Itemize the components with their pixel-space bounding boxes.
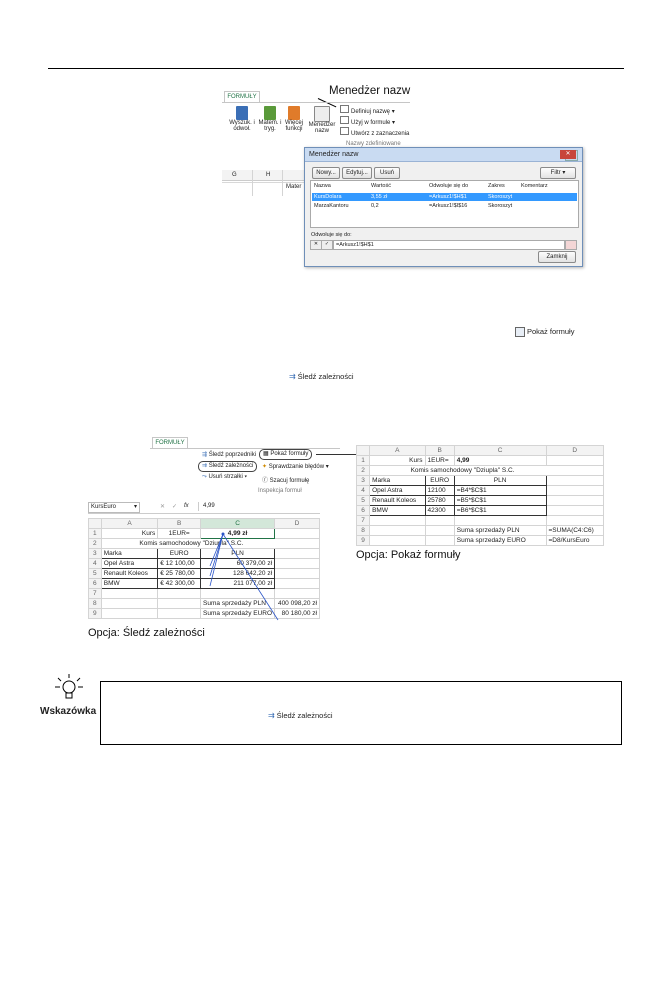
ribbon-inspection xyxy=(150,437,340,497)
row-header[interactable]: 1 xyxy=(357,456,370,466)
tip-trace-dependents-inline xyxy=(268,711,333,720)
cell[interactable]: 211 077,00 zł xyxy=(201,579,275,589)
row-header[interactable]: 7 xyxy=(89,589,102,599)
cell[interactable]: Suma sprzedaży EURO xyxy=(454,536,546,546)
show-formulas-button[interactable] xyxy=(259,449,312,460)
show-formulas-icon xyxy=(515,327,525,337)
trace-arrows xyxy=(88,518,320,628)
tab-formulas[interactable]: FORMUŁY xyxy=(224,91,260,103)
delete-button[interactable]: Usuń xyxy=(374,167,400,179)
row-header[interactable]: 5 xyxy=(89,569,102,579)
new-button[interactable]: Nowy... xyxy=(312,167,340,179)
col-header[interactable]: B xyxy=(425,446,454,456)
cell[interactable]: Suma sprzedaży PLN xyxy=(454,526,546,536)
cell[interactable]: PLN xyxy=(201,549,275,559)
ribbon-divider xyxy=(150,448,340,449)
theta-icon xyxy=(264,106,276,120)
evaluate-formula-button[interactable] xyxy=(262,475,309,484)
math-button[interactable] xyxy=(256,106,284,132)
close-x-button[interactable]: ✕ xyxy=(560,150,576,159)
trace-precedents-button[interactable] xyxy=(202,451,256,458)
trace-arrow xyxy=(223,534,278,620)
ribbon-divider xyxy=(222,102,410,103)
cell[interactable]: 42300 xyxy=(425,506,454,516)
use-in-formula-icon xyxy=(340,116,349,124)
row-header[interactable]: 3 xyxy=(357,476,370,486)
row-header[interactable]: 2 xyxy=(89,539,102,549)
math-label-2: tryg. xyxy=(264,126,276,132)
lookup-label: Wyszuk. i xyxy=(229,120,255,126)
more-functions-label: Więcej xyxy=(284,120,303,126)
trace-dependents-inline xyxy=(289,372,354,381)
edit-button[interactable]: Edytuj... xyxy=(342,167,372,179)
name-manager-button[interactable] xyxy=(308,106,336,134)
cell[interactable]: Opel Astra xyxy=(370,486,425,496)
trace-precedents-label: Śledź poprzedniki xyxy=(208,452,257,458)
cell-title[interactable]: Komis samochodowy "Dziupla" S.C. xyxy=(370,466,604,476)
col-refers-to: Odwołuje się do xyxy=(429,183,469,189)
cell[interactable]: 25780 xyxy=(425,496,454,506)
row-header[interactable]: 2 xyxy=(357,466,370,476)
spacer xyxy=(582,149,583,150)
list-item[interactable] xyxy=(312,193,577,201)
cell[interactable]: 1EUR= xyxy=(158,529,201,539)
remove-arrows-label: Usuń strzałki xyxy=(208,474,243,480)
filter-button[interactable]: Filtr ▾ xyxy=(540,167,576,179)
group-label: Nazwy zdefiniowane xyxy=(346,141,401,147)
cell[interactable] xyxy=(546,506,604,516)
show-formulas-text: Pokaż formuły xyxy=(526,327,575,336)
cell[interactable]: 12100 xyxy=(425,486,454,496)
cell[interactable]: Marka xyxy=(370,476,425,486)
tip-trace-dependents-text: Śledź zależności xyxy=(276,711,333,720)
cell[interactable]: BMW xyxy=(101,579,158,589)
name-manager-label: Menedżer xyxy=(308,122,336,128)
cell[interactable] xyxy=(425,526,454,536)
name-manager-icon xyxy=(314,106,330,122)
cell[interactable]: Renault Koleos xyxy=(370,496,425,506)
show-formulas-icon: ▦ xyxy=(263,451,271,457)
cell[interactable]: =D8/KursEuro xyxy=(546,536,604,546)
menu-define-name[interactable]: Definiuj nazwę ▾ xyxy=(340,105,410,116)
math-label: Matem. i xyxy=(258,120,282,126)
cell[interactable]: 128 642,20 zł xyxy=(201,569,275,579)
name-cell: MarzaKantoru xyxy=(314,203,349,209)
chevron-down-icon: ▾ xyxy=(133,504,137,510)
col-header[interactable]: B xyxy=(158,519,201,529)
remove-arrows-icon: ⤳ xyxy=(202,474,209,480)
formula-bar xyxy=(88,501,320,514)
row-header[interactable]: 3 xyxy=(89,549,102,559)
cell[interactable]: € 12 100,00 xyxy=(158,559,201,569)
cell[interactable] xyxy=(425,536,454,546)
menu-create-from-selection[interactable] xyxy=(340,127,410,138)
name-manager-dialog xyxy=(304,147,583,267)
caption-show-formulas: Opcja: Pokaż formuły xyxy=(356,549,461,561)
corner-cell xyxy=(357,446,370,456)
name-cell: KursDolara xyxy=(314,194,342,200)
error-checking-button[interactable]: ✦ Sprawdzanie błędów ▾ xyxy=(262,464,329,470)
trace-arrow xyxy=(210,534,223,586)
ref-cell: =Arkusz1!$I$16 xyxy=(429,203,468,209)
refers-to-label: Odwołuje się do: xyxy=(311,232,352,238)
trace-origin-dot xyxy=(222,533,225,536)
cell-selected[interactable]: 4,99 zł xyxy=(201,529,275,539)
header-rule xyxy=(48,68,624,69)
filter-label: Filtr xyxy=(550,170,561,176)
create-from-selection-icon xyxy=(340,127,349,135)
scope-cell: Skoroszyt xyxy=(488,194,513,200)
names-list xyxy=(310,180,579,228)
cell[interactable]: Suma sprzedaży EURO xyxy=(201,609,275,619)
more-functions-icon xyxy=(288,106,300,120)
lookup-button[interactable] xyxy=(228,106,256,132)
lightbulb-icon xyxy=(52,672,86,704)
cell[interactable]: € 25 780,00 xyxy=(158,569,201,579)
col-value: Wartość xyxy=(371,183,391,189)
cancel-x-icon[interactable]: ✕ xyxy=(310,240,322,250)
show-formulas-inline xyxy=(515,327,574,337)
grid-line xyxy=(252,170,253,196)
cell[interactable]: Marka xyxy=(101,549,158,559)
cell[interactable]: Suma sprzedaży PLN xyxy=(201,599,275,609)
cell[interactable]: =B5*$C$1 xyxy=(454,496,546,506)
trace-dependents-button[interactable] xyxy=(198,461,257,472)
col-h: H xyxy=(266,172,271,178)
tip-box xyxy=(100,681,622,745)
formula-input[interactable]: 4,99 xyxy=(198,502,323,511)
row-header[interactable]: 4 xyxy=(89,559,102,569)
cell[interactable]: € 42 300,00 xyxy=(158,579,201,589)
cell[interactable] xyxy=(546,516,604,526)
cell-title[interactable]: Komis samochodowy "Dziupla" S.C. xyxy=(101,539,319,549)
row-header[interactable]: 5 xyxy=(357,496,370,506)
cell[interactable] xyxy=(454,516,546,526)
col-name: Nazwa xyxy=(314,183,331,189)
cell[interactable]: PLN xyxy=(454,476,546,486)
cell[interactable] xyxy=(546,476,604,486)
cell[interactable]: EURO xyxy=(425,476,454,486)
cell[interactable] xyxy=(370,526,425,536)
evaluate-formula-label: Szacuj formułę xyxy=(269,478,310,484)
cell[interactable]: Opel Astra xyxy=(101,559,158,569)
tip-label: Wskazówka xyxy=(40,706,97,717)
cell[interactable] xyxy=(425,516,454,526)
row-header[interactable]: 4 xyxy=(357,486,370,496)
row-header[interactable]: 8 xyxy=(357,526,370,536)
row-header[interactable]: 7 xyxy=(357,516,370,526)
trace-dependents-icon: ⇉ xyxy=(268,711,275,720)
connector-line xyxy=(316,454,358,455)
cell[interactable]: BMW xyxy=(370,506,425,516)
error-checking-label: Sprawdzanie błędów xyxy=(268,464,325,470)
cell[interactable] xyxy=(370,536,425,546)
col-comment: Komentarz xyxy=(521,183,548,189)
list-item[interactable] xyxy=(312,202,577,210)
enter-icon[interactable]: ✓ xyxy=(172,504,178,510)
cell[interactable] xyxy=(546,496,604,506)
row-header[interactable]: 6 xyxy=(89,579,102,589)
value-cell: 3,55 zł xyxy=(371,194,388,200)
col-header[interactable]: C xyxy=(201,519,275,529)
cell[interactable]: Kurs xyxy=(370,456,425,466)
col-header[interactable]: D xyxy=(546,446,604,456)
right-sheet xyxy=(356,445,604,546)
cell[interactable]: 60 379,00 zł xyxy=(201,559,275,569)
more-functions-button[interactable] xyxy=(282,106,306,132)
trace-dependents-label: Śledź zależności xyxy=(208,463,254,469)
sheet-fragment xyxy=(222,170,312,196)
cell[interactable]: 400 098,20 zł xyxy=(275,599,320,609)
cancel-icon[interactable]: ✕ xyxy=(160,504,166,510)
use-in-formula-label: Użyj w formule xyxy=(351,120,391,126)
cell[interactable]: =B4*$C$1 xyxy=(454,486,546,496)
cell[interactable]: =B6*$C$1 xyxy=(454,506,546,516)
row-header[interactable]: 6 xyxy=(357,506,370,516)
more-functions-label-2: funkcji xyxy=(285,126,303,132)
show-formulas-label: Pokaż formuły xyxy=(270,451,309,457)
fx-icon[interactable]: fx xyxy=(184,503,189,509)
cell[interactable]: =SUMA(C4:C6) xyxy=(546,526,604,536)
row-header[interactable]: 9 xyxy=(357,536,370,546)
name-manager-label-2: nazw xyxy=(314,128,329,134)
scope-cell: Skoroszyt xyxy=(488,203,513,209)
cell[interactable] xyxy=(370,516,425,526)
row-header[interactable]: 9 xyxy=(89,609,102,619)
trace-precedents-icon: ⇶ xyxy=(202,452,209,458)
cell[interactable]: 1EUR= xyxy=(425,456,454,466)
cell[interactable]: 4,99 xyxy=(454,456,546,466)
cell[interactable]: 80 180,00 zł xyxy=(275,609,320,619)
grid-line xyxy=(282,170,283,196)
col-header[interactable]: D xyxy=(275,519,320,529)
create-from-selection-label: Utwórz z zaznaczenia xyxy=(351,131,410,137)
col-scope: Zakres xyxy=(488,183,505,189)
define-name-label: Definiuj nazwę xyxy=(351,109,391,115)
cell[interactable]: EURO xyxy=(158,549,201,559)
error-checking-icon: ✦ xyxy=(262,464,269,470)
callout-label: Menedżer nazw xyxy=(329,85,411,97)
cell[interactable]: Kurs xyxy=(101,529,158,539)
value-cell: 0,2 xyxy=(371,203,379,209)
col-header[interactable]: A xyxy=(101,519,158,529)
cell[interactable]: Renault Koleos xyxy=(101,569,158,579)
caption-trace-dependents: Opcja: Śledź zależności xyxy=(88,627,205,639)
menu-use-in-formula[interactable]: Użyj w formule ▾ xyxy=(340,116,410,127)
trace-dependents-icon: ⇉ xyxy=(202,463,209,469)
trace-dependents-text: Śledź zależności xyxy=(297,372,354,381)
row-header[interactable]: 1 xyxy=(89,529,102,539)
evaluate-formula-icon: ⓕ xyxy=(262,478,270,484)
lookup-label-2: odwoł. xyxy=(233,126,251,132)
refers-to-value: =Arkusz1!$H$1 xyxy=(336,242,374,248)
cell[interactable] xyxy=(546,486,604,496)
ref-cell: =Arkusz1!$H$1 xyxy=(429,194,467,200)
sheet-partial-text: Mater xyxy=(286,184,302,190)
check-icon[interactable]: ✓ xyxy=(321,240,333,250)
collapse-dialog-icon[interactable] xyxy=(565,240,577,250)
inspection-group-label: Inspekcja formuł xyxy=(258,488,302,494)
tab-formulas-2[interactable]: FORMUŁY xyxy=(152,437,188,449)
col-g: G xyxy=(232,172,237,178)
col-header[interactable]: A xyxy=(370,446,425,456)
name-box[interactable] xyxy=(88,502,140,513)
col-header[interactable]: C xyxy=(454,446,546,456)
define-name-icon xyxy=(340,105,349,113)
close-button[interactable]: Zamknij xyxy=(538,251,576,263)
remove-arrows-button[interactable]: ⤳ Usuń strzałki ▾ xyxy=(202,474,247,480)
refers-to-input[interactable] xyxy=(333,240,565,250)
dialog-title: Menedżer nazw xyxy=(305,148,582,162)
name-menu xyxy=(340,105,410,138)
magnifier-icon xyxy=(236,106,248,120)
name-box-value: KursEuro xyxy=(91,504,117,510)
row-header[interactable]: 8 xyxy=(89,599,102,609)
cell[interactable] xyxy=(546,456,604,466)
trace-dependents-icon: ⇉ xyxy=(289,372,296,381)
